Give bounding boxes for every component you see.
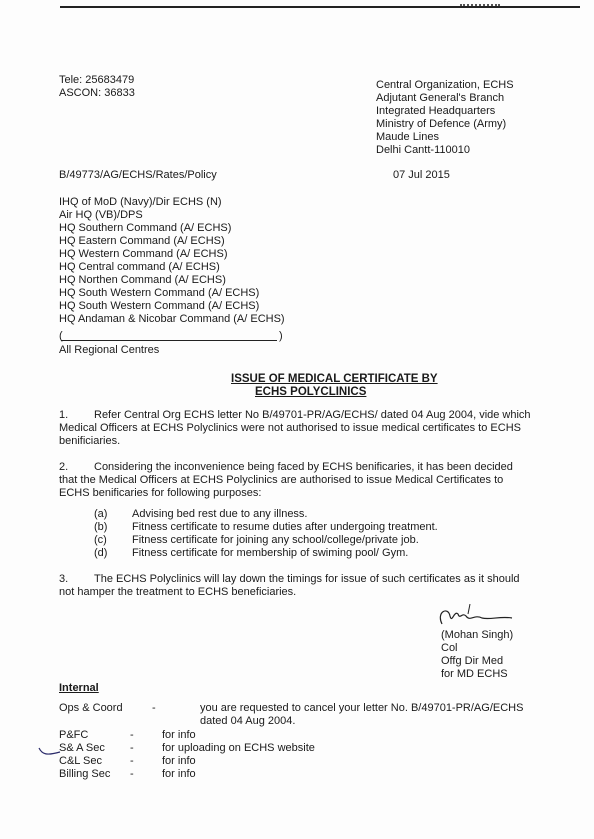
bracket-underline — [61, 331, 277, 341]
internal-dash: - — [130, 768, 134, 780]
para-2-line-3: ECHS benificaries for following purposes: — [59, 487, 262, 499]
internal-dept: Billing Sec — [59, 768, 111, 780]
scan-edge-line — [60, 6, 580, 8]
purpose-item — [94, 534, 419, 547]
purpose-label: (d) — [94, 547, 108, 559]
internal-dept: P&FC — [59, 729, 89, 741]
internal-dash: - — [130, 729, 134, 741]
para-1-line-3: benificiaries. — [59, 435, 121, 447]
purpose-label: (a) — [94, 508, 108, 520]
para-2-line-2: that the Medical Officers at ECHS Polyclinics are authorised to issue Medical Certificates to — [59, 474, 504, 486]
addressee: HQ Western Command (A/ ECHS) — [59, 248, 228, 260]
addressee: HQ Southern Command (A/ ECHS) — [59, 222, 232, 234]
addressee: HQ South Western Command (A/ ECHS) — [59, 287, 260, 299]
scan-mark — [460, 4, 500, 8]
bracket-open: ( — [59, 330, 63, 342]
internal-text-continued: dated 04 Aug 2004. — [200, 715, 296, 727]
org-line-5: Maude Lines — [376, 131, 439, 143]
internal-text: for info — [162, 755, 196, 767]
signatory-for: for MD ECHS — [441, 668, 508, 680]
para-1-line-1: Refer Central Org ECHS letter No B/49701-PR/AG/ECHS/ dated 04 Aug 2004, vide which — [94, 409, 531, 421]
org-line-6: Delhi Cantt-110010 — [376, 144, 470, 156]
addressee: HQ Andaman & Nicobar Command (A/ ECHS) — [59, 313, 285, 325]
purpose-text: Advising bed rest due to any illness. — [132, 508, 308, 520]
addressee: IHQ of MoD (Navy)/Dir ECHS (N) — [59, 196, 222, 208]
all-regional-centres: All Regional Centres — [59, 344, 160, 356]
purpose-text: Fitness certificate to resume duties after undergoing treatment. — [132, 521, 438, 533]
internal-dept: S& A Sec — [59, 742, 105, 754]
para-1-number: 1. — [59, 409, 69, 421]
org-line-2: Adjutant General's Branch — [376, 92, 505, 104]
internal-dept: C&L Sec — [59, 755, 103, 767]
internal-text: for info — [162, 768, 196, 780]
purpose-item — [94, 521, 438, 534]
subject-line-1: ISSUE OF MEDICAL CERTIFICATE BY — [231, 373, 438, 385]
addressee: HQ Northen Command (A/ ECHS) — [59, 274, 226, 286]
internal-dash: - — [152, 702, 156, 714]
addressee: Air HQ (VB)/DPS — [59, 209, 143, 221]
internal-heading: Internal — [59, 682, 99, 694]
addressee: HQ Central command (A/ ECHS) — [59, 261, 220, 273]
reference-number: B/49773/AG/ECHS/Rates/Policy — [59, 169, 217, 181]
internal-text: for uploading on ECHS website — [162, 742, 315, 754]
para-2-line-1: Considering the inconvenience being faced by ECHS benificaries, it has been decided — [94, 461, 513, 473]
purpose-item — [94, 547, 408, 560]
purpose-label: (c) — [94, 534, 107, 546]
para-3-number: 3. — [59, 573, 69, 585]
addressee: HQ South Western Command (A/ ECHS) — [59, 300, 260, 312]
ascon-number: ASCON: 36833 — [59, 87, 135, 99]
internal-text: you are requested to cancel your letter No. B/49701-PR/AG/ECHS — [200, 702, 524, 714]
internal-dept: Ops & Coord — [59, 702, 123, 714]
org-line-4: Ministry of Defence (Army) — [376, 118, 507, 130]
subject-line-2: ECHS POLYCLINICS — [255, 386, 367, 398]
org-line-3: Integrated Headquarters — [376, 105, 496, 117]
signatory-rank: Col — [441, 642, 458, 654]
purpose-item — [94, 508, 308, 521]
signatory-name: (Mohan Singh) — [441, 629, 514, 641]
signatory-designation: Offg Dir Med — [441, 655, 504, 667]
tele-number: Tele: 25683479 — [59, 74, 135, 86]
para-3-line-2: not hamper the treatment to ECHS beneficiaries. — [59, 586, 297, 598]
para-2-number: 2. — [59, 461, 69, 473]
bracket-close: ) — [279, 330, 283, 342]
purpose-text: Fitness certificate for joining any school/college/private job. — [132, 534, 419, 546]
purpose-label: (b) — [94, 521, 108, 533]
internal-text: for info — [162, 729, 196, 741]
internal-dash: - — [130, 742, 134, 754]
purpose-text: Fitness certificate for membership of swiming pool/ Gym. — [132, 547, 409, 559]
internal-dash: - — [130, 755, 134, 767]
para-1-line-2: Medical Officers at ECHS Polyclinics were not authorised to issue medical certificates to ECHS — [59, 422, 521, 434]
letter-date: 07 Jul 2015 — [393, 169, 450, 181]
addressee: HQ Eastern Command (A/ ECHS) — [59, 235, 225, 247]
org-line-1: Central Organization, ECHS — [376, 79, 514, 91]
para-3-line-1: The ECHS Polyclinics will lay down the timings for issue of such certificates as it should — [94, 573, 520, 585]
